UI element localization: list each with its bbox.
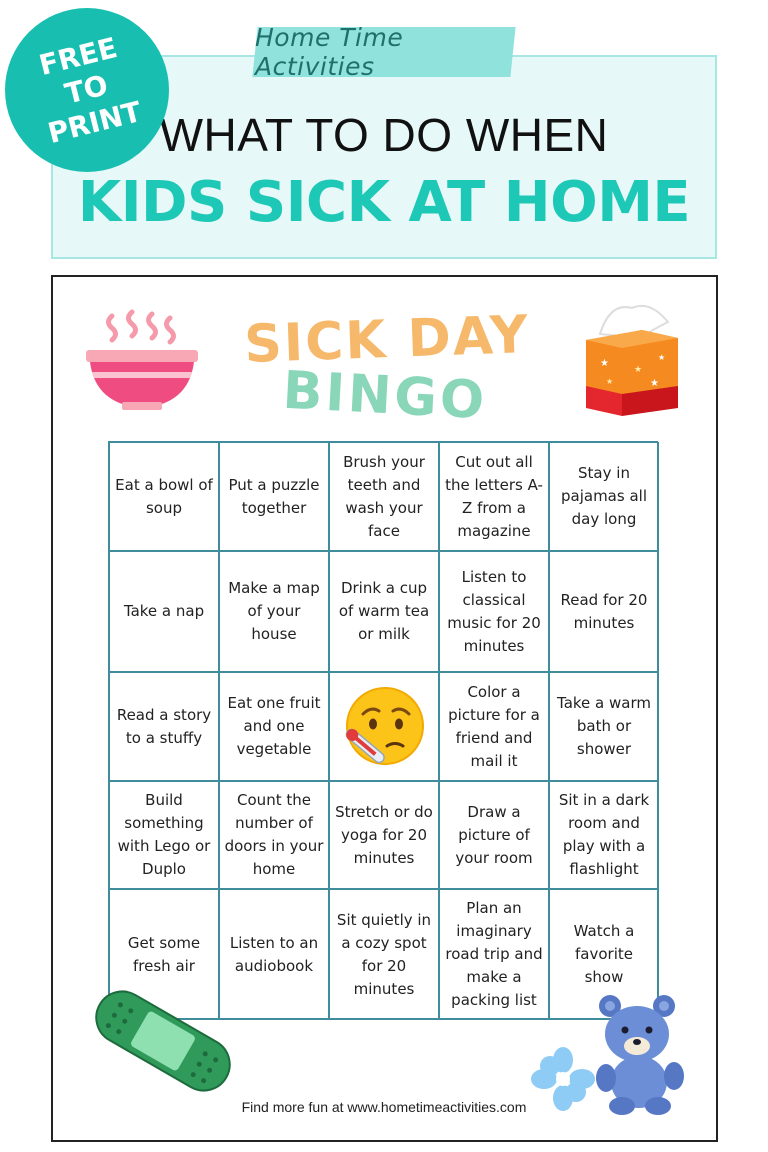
bingo-cell-text: Stretch or do yoga for 20 minutes [335, 802, 433, 867]
bingo-cell [109, 442, 219, 551]
brand-tab [252, 23, 515, 81]
bingo-cell [219, 442, 329, 551]
svg-text:★: ★ [606, 377, 614, 386]
svg-text:★: ★ [658, 353, 666, 362]
bingo-cell-text: Listen to classical music for 20 minutes [447, 567, 541, 655]
bingo-cell-text: Listen to an audiobook [229, 933, 319, 975]
tissue-box-icon [580, 300, 684, 420]
bingo-cell [109, 672, 219, 781]
bingo-cell-text: Stay in pajamas all day long [561, 464, 647, 528]
bingo-cell [439, 889, 549, 1020]
bingo-cell-text: Take a nap [123, 602, 205, 620]
bingo-cell-text: Sit quietly in a cozy spot for 20 minutes [336, 910, 432, 998]
bingo-cell [109, 551, 219, 672]
bingo-cell-text: Take a warm bath or shower [557, 694, 651, 758]
bingo-cell [109, 781, 219, 889]
brand-name: Home Time Activities [255, 23, 404, 81]
bingo-cell-text: Sit in a dark room and play with a flashlight [558, 791, 650, 878]
bingo-cell [329, 889, 439, 1020]
headline-line1: WHAT TO DO WHEN [159, 109, 609, 161]
bingo-cell-text: Cut out all the letters A-Z from a magazine [445, 452, 543, 540]
bingo-center-cell [329, 672, 439, 781]
bingo-cell [439, 551, 549, 672]
bingo-cell-text: Read for 20 minutes [560, 590, 648, 632]
bingo-cell [549, 442, 659, 551]
bingo-cell-text: Get some fresh air [127, 933, 201, 975]
bingo-cell-text: Make a map of your house [228, 579, 320, 643]
bingo-cell-text: Watch a favorite show [573, 922, 635, 986]
bingo-cell-text: Build something with Lego or Duplo [117, 791, 211, 878]
bingo-title-sick-day: SICK DAY [243, 305, 531, 375]
bingo-cell-text: Brush your teeth and wash your face [343, 452, 425, 540]
bingo-cell-text: Draw a picture of your room [455, 802, 533, 867]
soup-bowl-icon [84, 302, 202, 420]
sick-face-thermometer-icon [341, 684, 427, 770]
bingo-grid [108, 441, 658, 1019]
badge-text: FREE TO PRINT [36, 30, 146, 151]
free-to-print-badge [5, 8, 169, 172]
bingo-cell [219, 551, 329, 672]
bingo-cell [549, 781, 659, 889]
bingo-cell-text: Read a story to a stuffy [116, 705, 212, 747]
svg-text:★: ★ [650, 378, 659, 389]
bandage-icon [84, 985, 242, 1097]
headline-line2: KIDS SICK AT HOME [77, 170, 691, 235]
bingo-cell [219, 672, 329, 781]
bingo-cell-text: Count the number of doors in your home [224, 791, 324, 878]
bingo-cell [329, 442, 439, 551]
bingo-cell [329, 551, 439, 672]
bingo-cell [439, 672, 549, 781]
bingo-cell [549, 551, 659, 672]
bingo-cell-text: Eat one fruit and one vegetable [227, 694, 321, 758]
bingo-cell-text: Drink a cup of warm tea or milk [338, 579, 430, 643]
bingo-cell-text: Eat a bowl of soup [115, 475, 213, 517]
bingo-cell-text: Plan an imaginary road trip and make a packing list [445, 899, 543, 1009]
bingo-cell [219, 781, 329, 889]
footer-url: Find more fun at www.hometimeactivities.com [241, 1099, 527, 1115]
bingo-cell [439, 442, 549, 551]
svg-text:★: ★ [600, 358, 609, 369]
bingo-cell-text: Color a picture for a friend and mail it [448, 682, 540, 770]
teddy-bear-icon [594, 992, 686, 1116]
bingo-cell [549, 672, 659, 781]
bingo-title-bingo: BINGO [281, 360, 489, 432]
svg-text:★: ★ [634, 365, 643, 375]
bingo-cell-text: Put a puzzle together [228, 475, 320, 517]
bingo-cell [439, 781, 549, 889]
bingo-cell [329, 781, 439, 889]
